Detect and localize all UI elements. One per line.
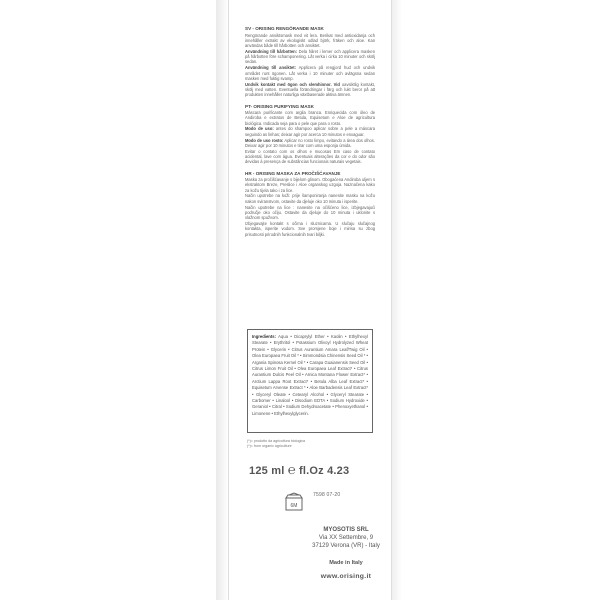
company-address — [300, 526, 392, 550]
hr-intro: Maska za pročišćavanje s bijelom glinom. Obogaćena Andiroba uljem s ekstraktom Breze, Preslice i Aloe organskog uzgoja. Naznačena kako za kožu tijela tako i za lice. — [245, 177, 375, 193]
hr-warning: Izbjegavajte kontakt s očima i sluznicama. U slučaju slučajnog kontakta, isperite vodom. Sve promjene boje i mirisa su zbog prisutnosti prirodnih funkcionalnih tvari biljki. — [245, 220, 375, 237]
volume-oz: fl.Oz 4.23 — [299, 465, 350, 477]
ingredients-label: Ingredients: — [252, 334, 276, 339]
made-in-italy: Made in Italy — [329, 560, 363, 566]
section-title-hr: HR - ORISING MASKA ZA PROČIŠĆAVANJE — [245, 170, 341, 176]
pt-hair-text: antes do shampoo aplicar sobre a pele a máscara seguindo as linhas; deixar agir por acerca 10 minutos e enxaguar. — [245, 126, 375, 137]
volume-line — [249, 462, 373, 477]
pt-intro: Máscara purificante com argila branca. Enriquecida com óleo de Andiroba e extratos de Betula, Equisetum e Aloe de agricultura biológica. Indicada seja para o pele que para o rosto. — [245, 110, 375, 126]
sv-face-text: Applicera på rengjord hud och undvik området runt ögonen. Låt verka i 10 minuter och avlägsna sedan masken med fuktig svamp. — [245, 65, 375, 81]
package-shadow-left — [216, 0, 228, 600]
pt-face-usage — [245, 138, 375, 149]
section-portuguese — [245, 104, 375, 165]
sv-face-usage — [245, 65, 375, 81]
volume-ml: 125 ml — [249, 465, 285, 477]
hr-face-usage: Način upotrebe na lice : nanesite na očišćeno lice, izbjegavajući područje oko očiju. Ostavite da djeluje do 10 minuta i uklonite s vlažnom spužvom. — [245, 204, 375, 221]
pt-warning: Evitar o contato com os olhos e mucosas Em caso de contato acidental, lave com água. Eventuais alterações da cor e do odor são devidas à presença de substâncias funcionais naturais vegetais. — [245, 148, 375, 165]
package-shadow-right — [392, 0, 402, 600]
batch-code: 7598 07-20 — [313, 492, 341, 498]
ingredients-box — [247, 329, 373, 433]
organic-footnote — [247, 439, 373, 448]
sv-warn-text: oavsiktlig kontakt, skölj med vatten. Eventuella förändringar i färg och lukt beror på att produkten innehåller naturliga växtbaserade aktiva ämnen. — [245, 81, 376, 98]
pao-label: 6M — [290, 503, 298, 509]
pt-face-text: Aplicar no rosto limpo, evitando a área dos olhos. Deixar agir por 10 minutos e tirar com uma esponja úmida. — [245, 137, 375, 148]
pt-hair-usage — [245, 126, 375, 137]
sv-hair-text: Dela håret i lemer och applicera masken på hårbotten före schamponering. Låt verka i cirka 10 minuter och skölj sedan. — [245, 48, 375, 65]
sv-hair-label: Användning till hårbotten: — [245, 48, 297, 54]
footnote-italian: (*)= prodotto da agricoltura biologica — [247, 439, 306, 443]
hr-hair-usage: Način upotrebe na koži: prije šamponiranja nanesite masku na kožu nakon sviranstvom, ostavite da djeluje oko 10 minuta i isperite. — [245, 193, 375, 204]
footnote-english: (*)= from organic agriculture — [247, 443, 292, 448]
sv-warn-label: Undvik kontakt med ögon och slemhinnor. Vid — [245, 81, 340, 87]
pt-hair-label: Modo de uso: — [245, 126, 274, 132]
section-swedish — [245, 26, 375, 98]
estimated-sign-icon: ℮ — [287, 462, 296, 477]
sv-hair-usage — [245, 49, 375, 65]
company-name: MYOSOTIS SRL — [323, 527, 369, 533]
sv-warning — [245, 82, 375, 98]
pt-face-label: Modo de uso rosto: — [245, 137, 284, 143]
section-croatian — [245, 171, 375, 237]
sv-intro: Rengörande ansiktsmask med vit lera. Berikat med antioxidanja och innehåller extrakt av ekologiskt odlad björk, fräken och aloe. Kan användas både till hårbotten och ansiktet. — [245, 32, 375, 49]
ingredients-list: Aqua • Dicaprylyl Ether • Kaolin • Ethylhexyl Stearate • Erythritol • Potassium Olivoyl Hydrolyzed Wheat Protein • Glycerin • Citrus Aurantium Amara Leaf/Twig Oil • Olea Europaea Fruit Oil * • Simmondsia Chinensis Seed Oil * • Argania Spinosa Kernel Oil * • Carapa Guaianensis Seed Oil • Citrus Limon Fruit Oil • Olea Europaea Leaf Extract* • Citrus Aurantium Dulcis Peel Oil • Arnica Montana Flower Extract* • Arctium Lappa Root Extract* • Betula Alba Leaf Extract* • Equisetum Arvense Extract * • Aloe Barbadensis Leaf Extract* • Glyceryl Oleate • Cetearyl Alcohol • Glyceryl Stearate • Carbomer • Linalool • Disodium EDTA • Sodium Hydroxide • Geraniol • Citral • Sodium Dehydroacetate • Phenoxyethanol • Limonene • Ethylhexylglycerin. — [252, 334, 368, 416]
website-link[interactable]: www.orising.it — [320, 573, 372, 580]
section-title-pt: PT- ORISING PURIFYING MASK — [245, 103, 314, 109]
label-text-content — [245, 26, 375, 243]
company-city: 37129 Verona (VR) - Italy — [312, 543, 380, 549]
period-after-opening-icon — [283, 490, 305, 512]
section-title-sv: SV - ORISING RENGÖRANDE MASK — [245, 26, 324, 31]
sv-face-label: Användning till ansiktet: — [245, 65, 297, 71]
company-street: Via XX Settembre, 9 — [318, 535, 374, 541]
